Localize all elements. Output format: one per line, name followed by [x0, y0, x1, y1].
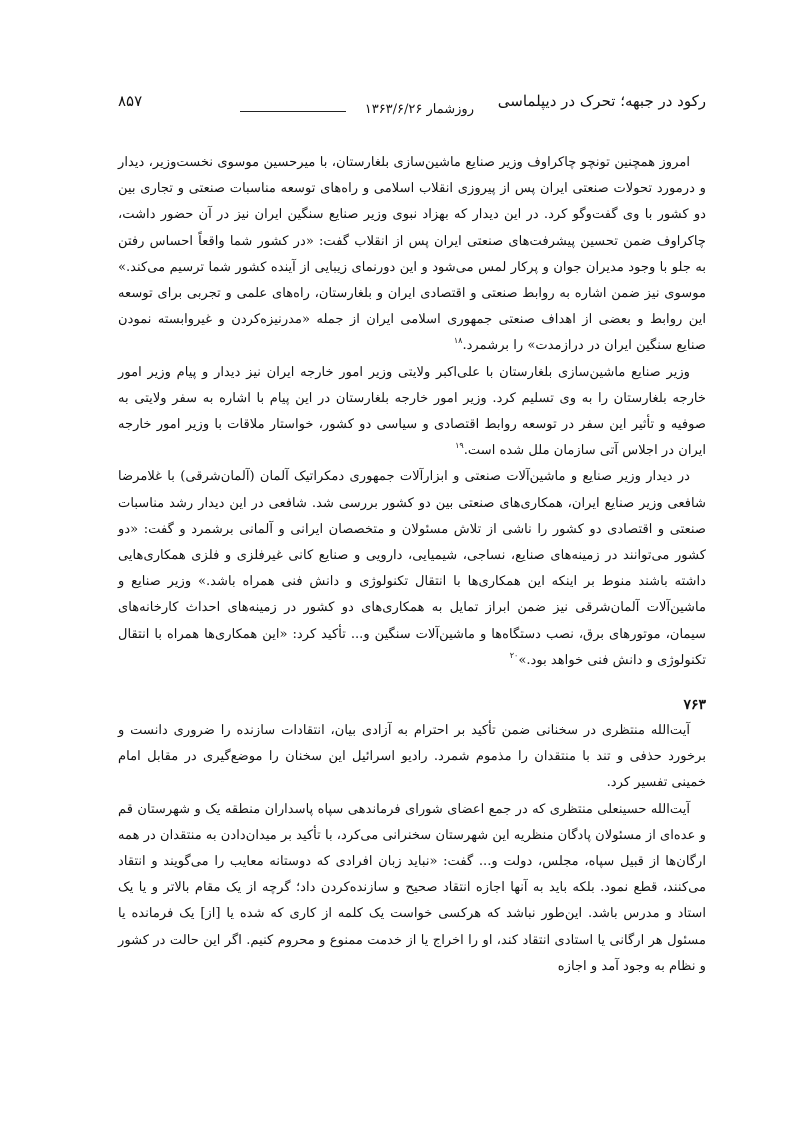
- running-title: رکود در جبهه؛ تحرک در دیپلماسی: [497, 92, 706, 110]
- page-header: [118, 92, 706, 122]
- footnote-ref: ۱۸: [453, 336, 463, 346]
- page-body: [118, 150, 706, 980]
- footnote-ref: ۱۹: [455, 441, 464, 451]
- header-rule: [240, 111, 346, 112]
- header-date: روزشمار ۱۳۶۳/۶/۲۶: [364, 102, 474, 117]
- paragraph-text: وزیر صنایع ماشین‌سازی بلغارستان با علی‌اکبر ولایتی وزیر امور خارجه ایران نیز دیدار و پیام وزیر امور خارجه بلغارستان را به وی تسلیم کرد. وزیر امور خارجه بلغارستان در این پیام با اشاره به سفر ولایتی به صوفیه و تأثیر این سفر در توسعه روابط اقتصادی و سیاسی دو کشور، خواستار ملاقات با وزیر امور خارجه ایران در اجلاس آتی سازمان ملل شده است.: [118, 364, 706, 459]
- paragraph-text: آیت‌الله حسینعلی منتظری که در جمع اعضای شورای فرماندهی سپاه پاسداران منطقه یک و شهرستان قم و عده‌ای از مسئولان پادگان منظریه این شهرستان سخنرانی می‌کرد، با تأکید بر میدان‌دادن به منتقدان در همه ارگان‌ها از قبیل سپاه، مجلس، دولت و... گفت: «نباید زبان افرادی که دوستانه معایب را می‌گویند و انتقاد می‌کنند، قطع نمود. بلکه باید به آنها اجازه انتقاد صحیح و سازنده‌کردن داد؛ گرچه از یک مقام بالاتر و یا یک استاد و مدرس باشد. این‌طور نباشد که هرکسی خواست یک کلمه از کاری که شده یا [از] یک فرمانده یا مسئول هر ارگانی یا استادی انتقاد کند، او را اخراج یا از خدمت ممنوع و محروم کنیم. اگر این حالت در کشور و نظام به وجود آمد و اجازه: [118, 801, 706, 974]
- entry-number: ۷۶۳: [683, 697, 706, 714]
- footnote-ref: ۲۰: [509, 650, 519, 660]
- page-number: ۸۵۷: [118, 92, 143, 110]
- paragraph-text: امروز همچنین تونچو چاکراوف وزیر صنایع ماشین‌سازی بلغارستان، با میرحسین موسوی نخست‌وزیر، دیدار و درمورد تحولات صنعتی ایران پس از پیروزی انقلاب اسلامی و راه‌های توسعه مناسبات صنعتی و تجاری بین دو کشور با وی گفت‌وگو کرد. در این دیدار که بهزاد نبوی وزیر صنایع سنگین ایران نیز در آن حضور داشت، چاکراوف ضمن تحسین پیشرفت‌های صنعتی ایران پس از انقلاب گفت: «در کشور شما واقعاً احساس رفتن به جلو با وجود مدیران جوان و پرکار لمس می‌شود و این دورنمای زیبایی از آینده کشور شما ترسیم می‌کند.» موسوی نیز ضمن اشاره به روابط صنعتی و اقتصادی ایران و بلغارستان، راه‌های علمی و تجربی برای توسعه این روابط و بعضی از اهداف صنعتی جمهوری اسلامی ایران از جمله «مدرنیزه‌کردن و غیروابسته نمودن صنایع سنگین ایران در درازمدت» را برشمرد.: [118, 155, 706, 354]
- paragraph: [118, 464, 706, 674]
- paragraph-text: در دیدار وزیر صنایع و ماشین‌آلات صنعتی و ابزارآلات جمهوری دمکراتیک آلمان (آلمان‌شرقی) با غلامرضا شافعی وزیر صنایع ایران، همکاری‌های صنعتی بین دو کشور بررسی شد. شافعی در این دیدار رشد مناسبات صنعتی و اقتصادی دو کشور را ناشی از تلاش مسئولان و متخصصان ایرانی و آلمانی برشمرد و گفت: «دو کشور می‌توانند در زمینه‌های صنایع، نساجی، شیمیایی، دارویی و صنایع کانی غیرفلزی و فلزی همکاری‌هایی داشته باشند منوط بر اینکه این همکاری‌ها با انتقال تکنولوژی و دانش فنی همراه باشد.» وزیر صنایع و ماشین‌آلات آلمان‌شرقی نیز ضمن ابراز تمایل به همکاری‌های دو کشور در زمینه‌های احداث کارخانه‌های سیمان، موتورهای برق، نصب دستگاه‌ها و ماشین‌آلات سنگین و... تأکید کرد: «این همکاری‌ها همراه با انتقال تکنولوژی و دانش فنی خواهد بود.»: [118, 469, 706, 668]
- paragraph: [118, 150, 706, 360]
- first-section: [118, 150, 706, 674]
- second-section: [118, 692, 706, 980]
- paragraph: [118, 797, 706, 980]
- paragraph: [118, 360, 706, 465]
- paragraph-text: آیت‌الله منتظری در سخنانی ضمن تأکید بر احترام به آزادی بیان، انتقادات سازنده را ضروری دانست و برخورد حذفی و تند با منتقدان را مذموم شمرد. رادیو اسرائیل این سخنان را موضع‌گیری در مقابل امام خمینی تفسیر کرد.: [118, 723, 706, 791]
- paragraph: [118, 718, 706, 797]
